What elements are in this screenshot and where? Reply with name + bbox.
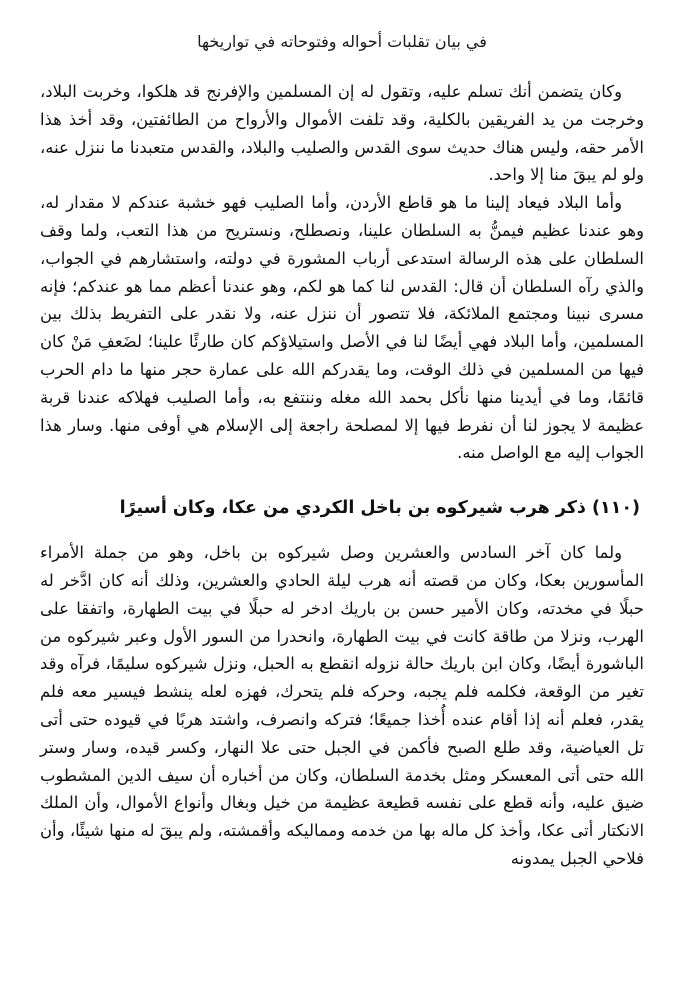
paragraph: وكان يتضمن أنك تسلم عليه، وتقول له إن المسلمين والإفرنج قد هلكوا، وخربت البلاد، وخرجت من يد الفريقين بالكلية، وقد تلفت الأموال والأرواح من الطائفتين، وقد أخذ هذا الأمر حقه، وليس هناك حديث سوى القدس والصليب والبلاد، والقدس متعبدنا ما ننزل عنه، ولو لم يبقَ منا إلا واحد. <box>40 82 644 185</box>
body-text-before-heading <box>40 78 644 467</box>
paragraph: وأما البلاد فيعاد إلينا ما هو قاطع الأردن، وأما الصليب فهو خشبة عندكم لا مقدار له، وهو عندنا عظيم فيمنُّ به السلطان علينا، ونصطلح، ونستريح من هذا التعب، ولما وقف السلطان على هذه الرسالة استدعى أرباب المشورة في دولته، واستشارهم في الجواب، والذي رآه السلطان أن قال: القدس لنا كما هو لكم، وهو عندنا أعظم مما هو عندكم؛ فإنه مسرى نبينا ومجتمع الملائكة، فلا تتصور أن ننزل عنه، ولا نقدر على التفريط بذلك بين المسلمين، وأما البلاد فهي أيضًا لنا في الأصل واستيلاؤكم كان طارئًا علينا؛ لضَعفِ مَنْ كان فيها من المسلمين في ذلك الوقت، وما يقدركم الله على عمارة حجر منها ما دام الحرب قائمًا، وما في أيدينا منها نأكل بحمد الله مغله وننتفع به، وأما الصليب فهلاكه عندنا قربة عظيمة لا يجوز لنا أن نفرط فيها إلا لمصلحة راجعة إلى الإسلام هي أوفى منها. وسار هذا الجواب إليه مع الواصل منه. <box>40 193 644 463</box>
section-heading: (١١٠) ذكر هرب شيركوه بن باخل الكردي من عكا، وكان أسيرًا <box>119 498 640 519</box>
body-text-after-heading <box>40 539 644 873</box>
running-header: في بيان تقلبات أحواله وفتوحاته في تواريخها <box>197 32 487 51</box>
paragraph: ولما كان آخر السادس والعشرين وصل شيركوه بن باخل، وهو من جملة الأمراء المأسورين بعكا، وكان من قصته أنه هرب ليلة الحادي والعشرين، وذلك أنه كان ادَّخر له حبلًا في مخدته، وكان الأمير حسن بن باريك ادخر له حبلًا في بيت الطهارة، واتفقا على الهرب، ونزلا من طاقة كانت في بيت الطهارة، وانحدرا من السور الأول وعبر شيركوه من الباشورة أيضًا، وكان ابن باريك حالة نزوله انقطع به الحبل، ونزل شيركوه سليمًا، فرآه وقد تغير من الوقعة، فكلمه فلم يجبه، وحركه فلم يتحرك، فهزه لعله ينشط فيسير معه فلم يقدر، فعلم أنه إذا أقام عنده أُخذا جميعًا؛ فتركه وانصرف، واشتد هربًا في قيوده حتى أتى تل العياضية، وقد طلع الصبح فأكمن في الجبل حتى علا النهار، وكسر قيده، وسار وستر الله حتى أتى المعسكر ومثل بخدمة السلطان، وكان من أخباره أن سيف الدين المشطوب ضيق عليه، وأنه قطع على نفسه قطيعة عظيمة من خيل وبغال وأنواع الأموال، وأن الملك الانكتار أتى عكا، وأخذ كل ماله بها من خدمه ومماليكه وأقمشته، ولم يبقَ له منها شيئًا، وأن فلاحي الجبل يمدونه <box>40 543 644 868</box>
